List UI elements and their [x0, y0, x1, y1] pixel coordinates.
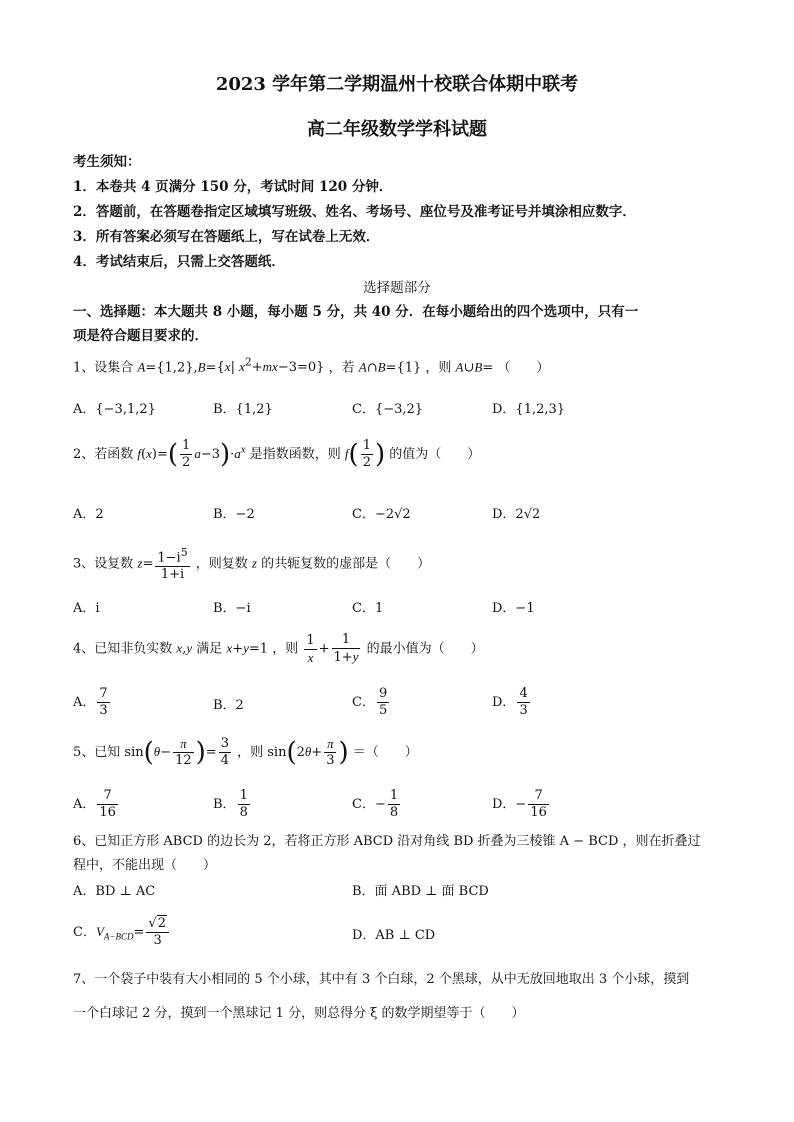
q4-option-a[interactable]: A． $\frac{7}{3}$	[73, 686, 108, 718]
q1-option-c[interactable]: C．{−3,2}	[352, 402, 424, 417]
notice-item-3: 3．所有答案必须写在答题纸上，写在试卷上无效．	[73, 229, 380, 245]
q2-option-a[interactable]: A．2	[73, 507, 104, 522]
question-6-line2: 程中，不能出现（ ）	[73, 858, 217, 873]
section1-line2: 项是符合题目要求的．	[73, 328, 208, 344]
q2-option-c[interactable]: C．−2√2	[352, 507, 411, 522]
notice-item-2: 2．答题前，在答题卷指定区域填写班级、姓名、考场号、座位号及准考证号并填涂相应数字．	[73, 204, 636, 220]
q4-option-b[interactable]: B．2	[213, 698, 244, 713]
q2-option-b[interactable]: B．−2	[213, 507, 255, 522]
notice-item-1: 1．本卷共 4 页满分 150 分，考试时间 120 分钟．	[73, 179, 393, 195]
q3-option-a[interactable]: A．i	[73, 601, 100, 616]
section1-line1: 一、选择题：本大题共 8 小题，每小题 5 分，共 40 分．在每小题给出的四个选项中，只有一	[73, 304, 639, 320]
q6-option-b[interactable]: B．面 ABD ⊥ 面 BCD	[352, 884, 489, 899]
question-3: 3、设复数 z= $\frac{1-i^5}{1+i}$ ，则复数 z 的共轭复数的虚部是（ ）	[73, 546, 431, 583]
q1-option-a[interactable]: A．{−3,1,2}	[73, 402, 156, 417]
question-4: 4、已知非负实数 x,y 满足 x+y=1 ，则 $\frac{1}{x}$ + $\frac{1}{1+y}$ 的最小值为（ ）	[73, 632, 484, 665]
question-6-line1: 6、已知正方形 ABCD 的边长为 2，若将正方形 ABCD 沿对角线 BD 折叠为三棱锥 A − BCD ，则在折叠过	[73, 834, 701, 849]
q2-option-d[interactable]: D．2√2	[492, 507, 541, 522]
question-5: 5、已知 sin(θ− $\frac{\pi}{12}$ )= $\frac{3}{4}$ ，则 sin(2θ+ $\frac{\pi}{3}$ ) ＝（ ）	[73, 736, 418, 768]
q5-option-c[interactable]: C．− $\frac{1}{8}$	[352, 788, 399, 820]
q6-option-c[interactable]: C．$V_{A-BCD}=$ $\frac{√2}{3}$	[73, 916, 171, 949]
q3-option-b[interactable]: B．−i	[213, 601, 251, 616]
q5-option-d[interactable]: D．− $\frac{7}{16}$	[492, 788, 547, 820]
q5-option-a[interactable]: A． $\frac{7}{16}$	[73, 788, 116, 820]
q1-option-b[interactable]: B．{1,2}	[213, 402, 273, 417]
q4-option-c[interactable]: C． $\frac{9}{5}$	[352, 686, 388, 718]
q4-option-d[interactable]: D． $\frac{4}{3}$	[492, 686, 528, 718]
part-title: 选择题部分	[363, 280, 431, 296]
question-1: 1、设集合 A={1,2},B={x| $x^2+mx-3=0$} ，若 A∩B={1} ，则 A∪B= （ ）	[73, 356, 550, 376]
q3-option-d[interactable]: D．−1	[492, 601, 535, 616]
q5-option-b[interactable]: B． $\frac{1}{8}$	[213, 788, 248, 820]
exam-subtitle: 高二年级数学学科试题	[307, 119, 487, 140]
q1-option-d[interactable]: D．{1,2,3}	[492, 402, 566, 417]
notice-item-4: 4．考试结束后，只需上交答题纸．	[73, 254, 285, 270]
q6-option-d[interactable]: D．AB ⊥ CD	[352, 928, 436, 943]
exam-title: 2023 学年第二学期温州十校联合体期中联考	[215, 74, 579, 95]
q6-option-a[interactable]: A．BD ⊥ AC	[73, 884, 156, 899]
question-7-line2: 一个白球记 2 分，摸到一个黑球记 1 分，则总得分 ξ 的数学期望等于（ ）	[73, 1006, 525, 1021]
question-7-line1: 7、一个袋子中装有大小相同的 5 个小球，其中有 3 个白球，2 个黑球，从中无放回地取出 3 个小球，摸到	[73, 972, 690, 987]
notice-heading: 考生须知：	[73, 154, 141, 170]
question-2: 2、若函数 f(x)=( $\frac{1}{2}$ $a-3)\cdot a^x$ 是指数函数，则 f( $\frac{1}{2}$ ) 的值为（ ）	[73, 438, 481, 470]
q3-option-c[interactable]: C．1	[352, 601, 384, 616]
